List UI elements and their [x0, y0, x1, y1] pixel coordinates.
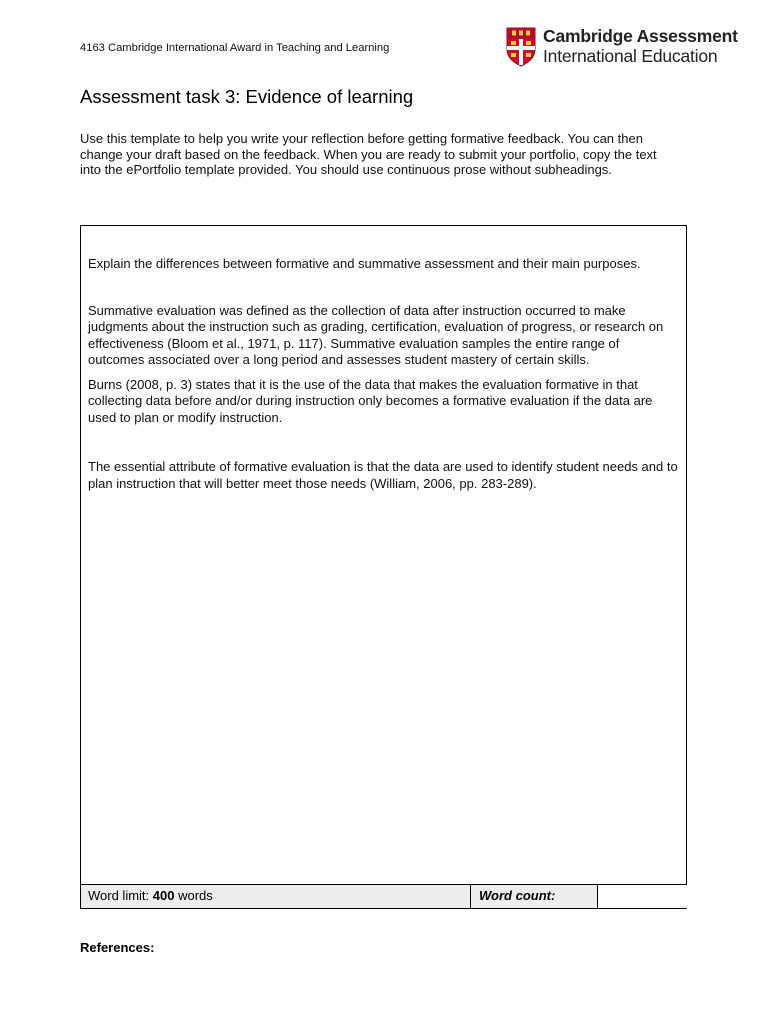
logo-line-1: Cambridge Assessment — [543, 26, 738, 46]
word-count-field[interactable] — [597, 885, 687, 908]
page-title: Assessment task 3: Evidence of learning — [80, 86, 414, 107]
response-box — [80, 225, 687, 909]
response-content[interactable] — [81, 226, 686, 885]
response-paragraph-1: Summative evaluation was defined as the collection of data after instruction occurred to make judgments about the instruction such as grading, certification, evaluation of progress, or research on effectiveness (Bloom et al., 1971, p. 117). Summative evaluation samples the entire range of outcomes associated over a long period and assesses student mastery of certain skills. — [88, 302, 664, 367]
word-count-row — [81, 884, 686, 908]
question-prompt: Explain the differences between formative and summative assessment and their main purposes. — [88, 256, 641, 271]
word-limit-suffix: words — [174, 888, 213, 903]
response-paragraph-2: Burns (2008, p. 3) states that it is the use of the data that makes the evaluation formative in that collecting data before and/or during instruction only becomes a formative evaluation if the data are used to plan or modify instruction. — [88, 376, 653, 425]
cambridge-logo — [506, 27, 736, 71]
intro-paragraph: Use this template to help you write your reflection before getting formative feedback. You can then change your draft based on the feedback. When you are ready to submit your portfolio, copy the text into the ePortfolio template provided. You should use continuous prose without subheadings. — [80, 131, 657, 178]
cambridge-shield-icon — [506, 27, 536, 67]
logo-line-2: International Education — [543, 45, 718, 66]
course-title: 4163 Cambridge International Award in Teaching and Learning — [80, 42, 390, 54]
word-count-label: Word count: — [470, 885, 597, 908]
response-paragraph-3: The essential attribute of formative evaluation is that the data are used to identify student needs and to plan instruction that will better meet those needs (William, 2006, pp. 283-289). — [88, 459, 678, 491]
word-limit-label: Word limit: — [88, 888, 153, 903]
references-heading: References: — [80, 940, 155, 955]
word-limit-value: 400 — [152, 888, 175, 903]
word-limit-cell — [81, 885, 470, 908]
